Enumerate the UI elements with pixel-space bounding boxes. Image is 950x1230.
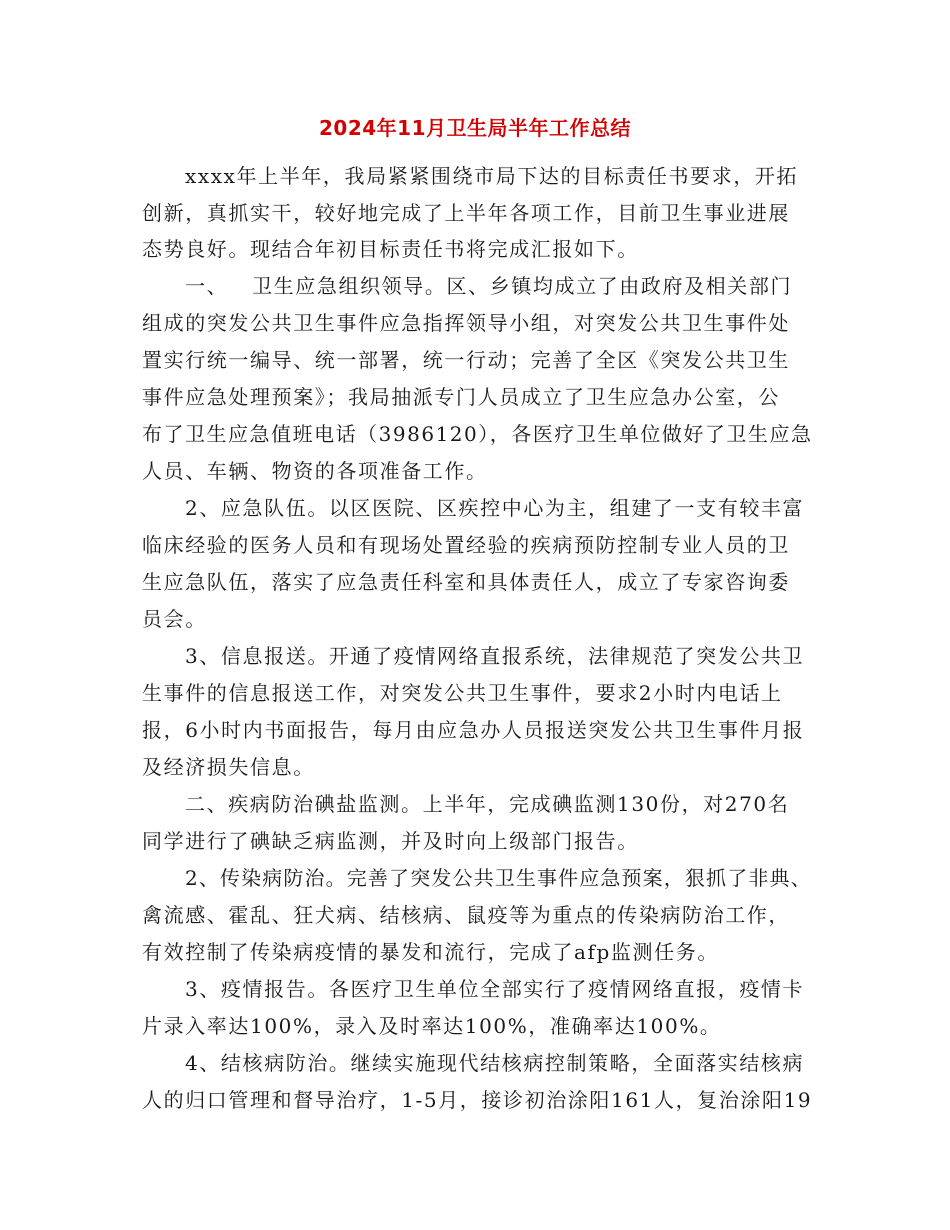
paragraph-line: 二、疾病防治碘盐监测。上半年，完成碘监测130份，对270名 — [185, 792, 790, 816]
paragraph-line: 临床经验的医务人员和有现场处置经验的疾病预防控制专业人员的卫 — [142, 533, 790, 557]
paragraph-line: 3、信息报送。开通了疫情网络直报系统，法律规范了突发公共卫 — [185, 644, 805, 668]
paragraph-line: 2、应急队伍。以区医院、区疾控中心为主，组建了一支有较丰富 — [185, 496, 805, 520]
paragraph-line: 4、结核病防治。继续实施现代结核病控制策略，全面落实结核病 — [185, 1051, 805, 1075]
paragraph-line: 事件应急处理预案》；我局抽派专门人员成立了卫生应急办公室，公 — [142, 385, 780, 409]
paragraph-line: 置实行统一编导、统一部署，统一行动；完善了全区《突发公共卫生 — [142, 348, 790, 372]
paragraph-line: xxxx年上半年，我局紧紧围绕市局下达的目标责任书要求，开拓 — [185, 164, 799, 188]
paragraph-line: 报，6小时内书面报告，每月由应急办人员报送突发公共卫生事件月报 — [142, 718, 805, 742]
paragraph-line: 人的归口管理和督导治疗，1-5月，接诊初治涂阳161人，复治涂阳19 — [142, 1088, 813, 1112]
paragraph-line: 同学进行了碘缺乏病监测，并及时向上级部门报告。 — [142, 829, 639, 853]
paragraph-line: 生事件的信息报送工作，对突发公共卫生事件，要求2小时内电话上 — [142, 681, 783, 705]
document-title: 2024年11月卫生局半年工作总结 — [319, 116, 631, 140]
paragraph-line: 一、 卫生应急组织领导。区、乡镇均成立了由政府及相关部门 — [185, 274, 793, 298]
paragraph-line: 态势良好。现结合年初目标责任书将完成汇报如下。 — [142, 237, 639, 261]
paragraph-line: 有效控制了传染病疫情的暴发和流行，完成了afp监测任务。 — [142, 940, 719, 964]
paragraph-line: 禽流感、霍乱、狂犬病、结核病、鼠疫等为重点的传染病防治工作， — [142, 903, 790, 927]
paragraph-line: 生应急队伍，落实了应急责任科室和具体责任人，成立了专家咨询委 — [142, 570, 790, 594]
paragraph-line: 创新，真抓实干，较好地完成了上半年各项工作，目前卫生事业进展 — [142, 201, 790, 225]
paragraph-line: 员会。 — [142, 607, 207, 631]
paragraph-line: 3、疫情报告。各医疗卫生单位全部实行了疫情网络直报，疫情卡 — [185, 977, 805, 1001]
paragraph-line: 布了卫生应急值班电话（3986120），各医疗卫生单位做好了卫生应急 — [142, 422, 813, 446]
paragraph-line: 及经济损失信息。 — [142, 755, 315, 779]
paragraph-line: 人员、车辆、物资的各项准备工作。 — [142, 459, 488, 483]
paragraph-line: 2、传染病防治。完善了突发公共卫生事件应急预案，狠抓了非典、 — [185, 866, 812, 890]
paragraph-line: 片录入率达100%，录入及时率达100%，准确率达100%。 — [142, 1014, 722, 1038]
paragraph-line: 组成的突发公共卫生事件应急指挥领导小组，对突发公共卫生事件处 — [142, 311, 790, 335]
